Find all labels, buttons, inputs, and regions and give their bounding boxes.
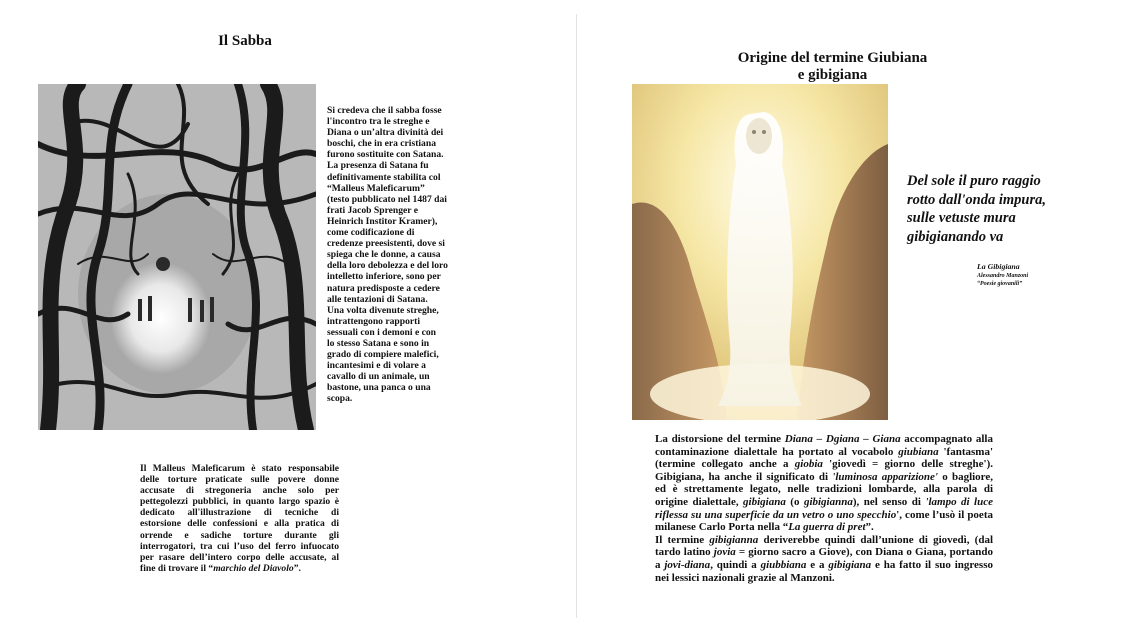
italic-term: jovia [713,546,736,559]
italic-term: 'luminosa apparizione' [832,470,938,483]
italic-term: giubiana [898,445,939,458]
derivation-text [655,534,993,584]
italic-term: giobia [794,458,823,471]
text-run: deriverebbe quindi dall’unione di giovedì, (dal tardo latino [655,533,994,559]
page-divider [576,14,577,618]
text-run: La distorsione del termine [655,433,785,445]
malleus-paragraph: Il Malleus Maleficarum è stato responsabile delle torture praticate sulle povere donne accusate di stregoneria anche solo per pettegolezzi pubblici, in quanto largo spazio è dedicato all'illustrazione di tecniche di estorsione delle confessioni e alla pratica di orrende e sadiche torture durante gli interrogatori, tra cui l’uso del ferro infuocato per rasare dell’intero corpo delle accusate, al fine di trovare il “marchio del Diavolo”. [140,463,339,574]
text-run: 'giovedì = giorno delle streghe'). Gibigiana, ha anche il significato di [655,458,993,483]
distortion-text [655,433,993,534]
gibigiana-apparition-painting [632,84,888,420]
distortion-paragraph [655,433,993,584]
text-run: ”. [865,521,874,534]
italic-term: Diana – Dgiana – Giana [784,433,901,445]
manzoni-poem: Del sole il puro raggio rotto dall'onda impura, sulle vetuste mura gibigianando va [907,173,1046,245]
text-run: Il termine [655,533,710,546]
text-run: o bagliore, ed è strettamente legato, nelle tradizioni lombarde, alla parola di origine dialettale, [655,470,993,508]
text-run: e ha fatto il suo ingresso nei lessici nazionali grazie al Manzoni. [655,558,993,584]
italic-term: 'lampo di luce riflessa su una superficie da un vetro o uno specchio [655,495,993,521]
text-run: (o [785,495,804,508]
text-run: ), nel senso di [852,495,926,508]
text-run: accompagnato alla contaminazione dialettale ha portato al vocabolo [655,433,993,458]
italic-term: gibigianna [803,495,853,508]
italic-term: La guerra di pret [788,521,866,534]
page-title-giubiana: Origine del termine Giubiana e gibigiana [737,50,928,83]
text-run: , quindi a [710,558,761,571]
text-run: = giorno sacro a Giove), con Diana o Giana, portando a [655,546,994,571]
text-run: 'fantasma' (termine collegato anche a [655,445,994,471]
italic-term: gibigiana [743,495,786,508]
italic-term: gibigiana [828,558,872,571]
italic-term: jovi-diana [664,558,711,571]
sabbath-forest-illustration [38,84,316,430]
sabba-paragraph: Si credeva che il sabba fosse l'incontro tra le streghe e Diana o un’altra divinità dei boschi, che in era cristiana furono sostituite con Satana. La presenza di Satana fu definitivamente stabilita col “Malleus Maleficarum” (testo pubblicato nel 1487 dai frati Jacob Sprenger e Heinrich Institor Kramer), come codificazione di credenze preesistenti, dove si spiega che le donne, a causa della loro debolezza e del loro intelletto inferiore, sono per natura predisposte a cedere alle tentazioni di Satana. Una volta divenute streghe, intrattengono rapporti sessuali con i demoni e con lo stesso Satana e sono in grado di compiere malefici, incantesimi e di volare a cavallo di un animale, un bastone, una panca o una scopa. [327,105,448,405]
italic-term: giubbiana [760,558,807,571]
italic-term: gibigianna [709,533,759,546]
poem-citation: La Gibigiana Alessandro Manzoni “Poesie giovanili” [977,262,1029,287]
text-run: ', come l’usò il poeta milanese Carlo Porta nella “ [655,508,993,534]
text-run: e a [806,558,829,571]
page-title-sabba: Il Sabba [218,33,272,49]
